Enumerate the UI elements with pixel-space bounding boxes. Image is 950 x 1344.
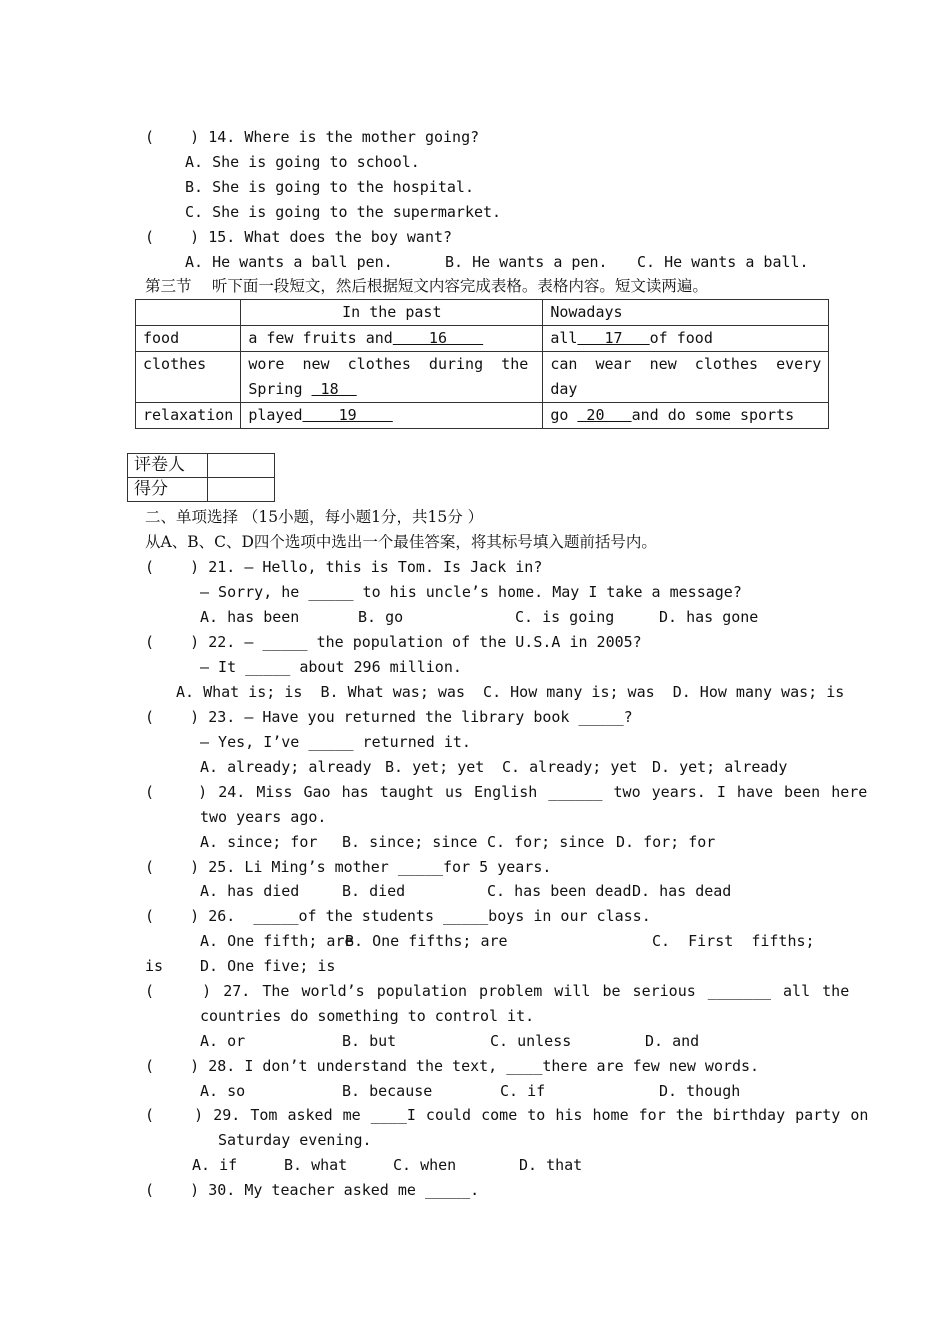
q27-option-c: C. unless — [490, 1032, 572, 1050]
q23-option-d: D. yet; already — [652, 758, 788, 776]
q28-option-b: B. because — [342, 1082, 433, 1100]
question-15-stem: ( ) 15. What does the boy want? — [145, 228, 453, 246]
q22-options: A. What is; is B. What was; was C. How many is; was D. How many was; is — [176, 683, 845, 701]
relaxation-past-text: played — [248, 406, 303, 424]
part-2-instructions: 从A、B、C、D四个选项中选出一个最佳答案，将其标号填入题前括号内。 — [145, 533, 657, 551]
q28-option-d: D. though — [659, 1082, 741, 1100]
food-past-text: a few fruits and — [248, 329, 393, 347]
question-29-line-2: Saturday evening. — [218, 1131, 372, 1149]
q24-option-a: A. since; for — [200, 833, 318, 851]
q27-option-a: A. or — [200, 1032, 246, 1050]
question-30-stem: ( ) 30. My teacher asked me _____. — [145, 1181, 480, 1199]
question-27-line-2: countries do something to control it. — [200, 1007, 535, 1025]
q23-option-c: C. already; yet — [502, 758, 638, 776]
part-2-title: 二、单项选择 （15小题，每小题1分，共15分 ） — [145, 508, 484, 526]
q15-option-c: C. He wants a ball. — [637, 253, 809, 271]
question-23-stem: ( ) 23. — Have you returned the library book _____? — [145, 708, 633, 726]
q21-option-d: D. has gone — [659, 608, 759, 626]
blank-17: 17 — [577, 329, 650, 347]
blank-16: 16 — [392, 329, 484, 347]
relaxation-now-text: go — [550, 406, 578, 424]
clothes-past-cell — [241, 352, 543, 403]
question-24-stem: ( ) 24. Miss Gao has taught us English ______ two years. I have been here — [145, 783, 868, 801]
q15-option-b: B. He wants a pen. — [445, 253, 608, 271]
q25-option-c: C. has been dead — [487, 882, 632, 900]
question-21-stem: ( ) 21. — Hello, this is Tom. Is Jack in? — [145, 558, 543, 576]
q25-option-d: D. has dead — [632, 882, 732, 900]
listening-table — [135, 299, 829, 429]
row-label-food: food — [136, 326, 241, 352]
food-now-text-2: of food — [649, 329, 713, 347]
q26-option-c: C. First fifths; — [652, 932, 815, 950]
question-27-stem: ( ) 27. The world’s population problem will be serious _______ all the — [145, 982, 850, 1000]
q29-option-a: A. if — [192, 1156, 238, 1174]
clothes-now-cell — [543, 352, 829, 403]
question-25-stem: ( ) 25. Li Ming’s mother _____for 5 years. — [145, 858, 552, 876]
question-21-line-2: — Sorry, he _____ to his uncle’s home. May I take a message? — [200, 583, 742, 601]
blank-18: 18 — [311, 380, 357, 398]
q27-option-b: B. but — [342, 1032, 397, 1050]
question-14-stem: ( ) 14. Where is the mother going? — [145, 128, 480, 146]
question-29-stem: ( ) 29. Tom asked me ____I could come to his home for the birthday party on — [145, 1106, 869, 1124]
q24-option-b: B. since; since — [342, 833, 478, 851]
blank-19: 19 — [302, 406, 393, 424]
q21-option-c: C. is going — [515, 608, 615, 626]
q23-option-a: A. already; already — [200, 758, 372, 776]
q26-option-c-continued: is — [145, 957, 164, 975]
row-label-clothes: clothes — [136, 352, 241, 403]
q21-option-a: A. has been — [200, 608, 300, 626]
header-nowadays: Nowadays — [543, 300, 829, 326]
clothes-now-line-1: can wear new clothes every — [550, 355, 822, 373]
q23-option-b: B. yet; yet — [385, 758, 485, 776]
grader-label: 评卷人 — [128, 454, 208, 478]
score-label: 得分 — [128, 478, 208, 502]
q14-option-a: A. She is going to school. — [185, 153, 420, 171]
section-3-heading: 第三节 听下面一段短文，然后根据短文内容完成表格。表格内容。短文读两遍。 — [145, 277, 708, 295]
clothes-past-line-1: wore new clothes during the — [248, 355, 529, 373]
relaxation-now-cell — [543, 403, 829, 429]
grader-field — [208, 454, 275, 478]
q26-option-a: A. One fifth; are — [200, 932, 354, 950]
question-22-stem: ( ) 22. — _____ the population of the U.S.A in 2005? — [145, 633, 642, 651]
q24-option-d: D. for; for — [616, 833, 716, 851]
q26-option-b: B. One fifths; are — [345, 932, 508, 950]
q27-option-d: D. and — [645, 1032, 700, 1050]
header-in-the-past: In the past — [241, 300, 543, 326]
relaxation-now-text-2: and do some sports — [631, 406, 795, 424]
question-23-line-2: — Yes, I’ve _____ returned it. — [200, 733, 471, 751]
q21-option-b: B. go — [358, 608, 404, 626]
q25-option-a: A. has died — [200, 882, 300, 900]
relaxation-past-cell — [241, 403, 543, 429]
q14-option-b: B. She is going to the hospital. — [185, 178, 474, 196]
question-24-line-2: two years ago. — [200, 808, 327, 826]
q29-option-d: D. that — [519, 1156, 583, 1174]
question-28-stem: ( ) 28. I don’t understand the text, ____there are few new words. — [145, 1057, 760, 1075]
blank-20: 20 — [577, 406, 632, 424]
question-22-line-2: — It _____ about 296 million. — [200, 658, 462, 676]
q29-option-b: B. what — [284, 1156, 348, 1174]
q28-option-c: C. if — [500, 1082, 546, 1100]
question-26-stem: ( ) 26. _____of the students _____boys in our class. — [145, 907, 651, 925]
q28-option-a: A. so — [200, 1082, 246, 1100]
clothes-now-line-2: day — [550, 380, 578, 398]
food-past-cell — [241, 326, 543, 352]
food-now-text: all — [550, 329, 578, 347]
q24-option-c: C. for; since — [487, 833, 605, 851]
grader-box — [127, 453, 275, 502]
food-now-cell — [543, 326, 829, 352]
row-label-relaxation: relaxation — [136, 403, 241, 429]
q25-option-b: B. died — [342, 882, 406, 900]
clothes-past-line-2: Spring — [248, 380, 312, 398]
score-field — [208, 478, 275, 502]
q26-option-d: D. One five; is — [200, 957, 336, 975]
q29-option-c: C. when — [393, 1156, 457, 1174]
q14-option-c: C. She is going to the supermarket. — [185, 203, 502, 221]
q15-option-a: A. He wants a ball pen. — [185, 253, 393, 271]
